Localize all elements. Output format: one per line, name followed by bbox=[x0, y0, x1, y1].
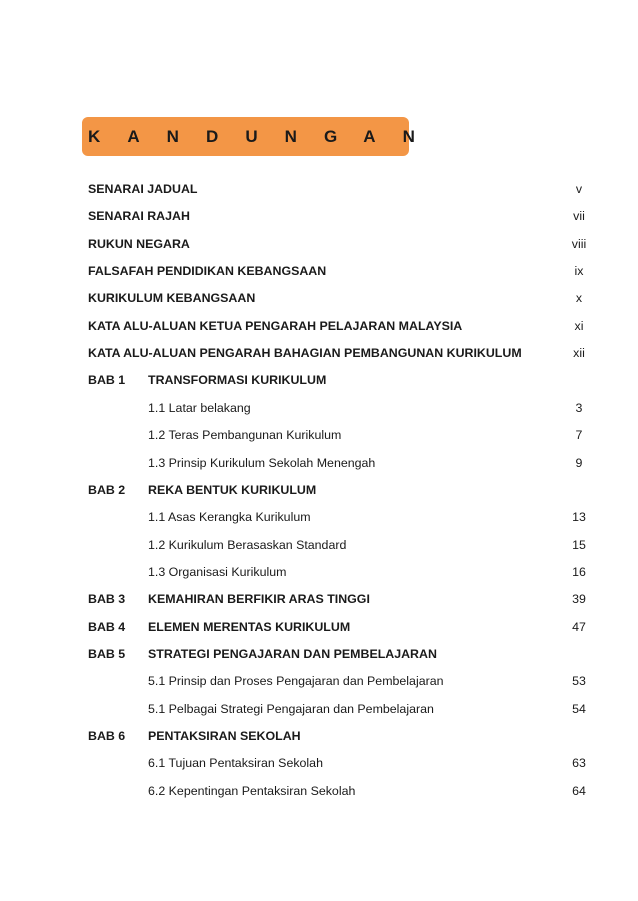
section-title: 1.1 Latar belakang bbox=[148, 400, 251, 415]
title-letter: A bbox=[363, 126, 376, 146]
toc-entry[interactable] bbox=[0, 343, 638, 363]
toc-section[interactable] bbox=[0, 562, 638, 582]
title-letter: K bbox=[88, 126, 101, 146]
toc-chapter[interactable] bbox=[0, 726, 638, 746]
toc-section[interactable] bbox=[0, 781, 638, 801]
section-title: 1.2 Teras Pembangunan Kurikulum bbox=[148, 428, 342, 443]
toc-entry-page: x bbox=[575, 291, 583, 306]
toc-section[interactable] bbox=[0, 425, 638, 445]
title-letter: U bbox=[245, 126, 258, 146]
title-letter: D bbox=[205, 126, 219, 146]
toc-entry[interactable] bbox=[0, 316, 638, 336]
chapter-code: BAB 3 bbox=[88, 592, 126, 607]
section-title: 1.3 Organisasi Kurikulum bbox=[148, 564, 287, 579]
toc-section[interactable] bbox=[0, 507, 638, 527]
toc-chapter[interactable] bbox=[0, 589, 638, 609]
section-page: 54 bbox=[572, 701, 586, 716]
toc-entry[interactable] bbox=[0, 179, 638, 199]
chapter-title: TRANSFORMASI KURIKULUM bbox=[148, 373, 327, 388]
toc-section[interactable] bbox=[0, 398, 638, 418]
toc-entry-page: viii bbox=[571, 236, 587, 251]
section-page: 63 bbox=[572, 756, 586, 771]
toc-entry-title: KATA ALU-ALUAN PENGARAH BAHAGIAN PEMBANGUNAN KURIKULUM bbox=[88, 346, 522, 361]
toc-section[interactable] bbox=[0, 535, 638, 555]
toc-chapter[interactable] bbox=[0, 480, 638, 500]
section-page: 13 bbox=[572, 510, 586, 525]
toc-entry-page: v bbox=[575, 182, 583, 196]
chapter-title: STRATEGI PENGAJARAN DAN PEMBELAJARAN bbox=[148, 646, 437, 661]
toc-entry[interactable] bbox=[0, 234, 638, 254]
section-page: 15 bbox=[572, 537, 586, 552]
title-letter: N bbox=[402, 126, 415, 146]
toc-entry-title: RUKUN NEGARA bbox=[88, 236, 190, 251]
chapter-code: BAB 5 bbox=[88, 646, 126, 661]
toc-section[interactable] bbox=[0, 699, 638, 719]
toc-chapter[interactable] bbox=[0, 370, 638, 390]
section-page: 53 bbox=[572, 674, 586, 689]
toc-entry-title: FALSAFAH PENDIDIKAN KEBANGSAAN bbox=[88, 264, 327, 279]
toc-entry[interactable] bbox=[0, 206, 638, 226]
toc-section[interactable] bbox=[0, 753, 638, 773]
toc-chapter[interactable] bbox=[0, 617, 638, 637]
chapter-page: 47 bbox=[572, 619, 586, 634]
chapter-title: PENTAKSIRAN SEKOLAH bbox=[148, 729, 301, 743]
toc-entry[interactable] bbox=[0, 288, 638, 308]
title-letter: N bbox=[284, 126, 297, 146]
section-title: 5.1 Pelbagai Strategi Pengajaran dan Pembelajaran bbox=[148, 701, 434, 716]
section-title: 5.1 Prinsip dan Proses Pengajaran dan Pembelajaran bbox=[148, 674, 444, 689]
toc-entry-page: xi bbox=[574, 318, 584, 333]
section-title: 6.2 Kepentingan Pentaksiran Sekolah bbox=[148, 783, 356, 798]
section-page: 64 bbox=[572, 783, 586, 798]
title-letter: A bbox=[127, 126, 140, 146]
toc-chapter[interactable] bbox=[0, 644, 638, 664]
section-title: 6.1 Tujuan Pentaksiran Sekolah bbox=[148, 756, 323, 771]
chapter-page: 39 bbox=[572, 592, 586, 607]
chapter-code: BAB 2 bbox=[88, 482, 126, 497]
section-page: 16 bbox=[572, 564, 586, 579]
section-title: 1.3 Prinsip Kurikulum Sekolah Menengah bbox=[148, 455, 376, 470]
toc-entry-page: xii bbox=[573, 346, 585, 361]
section-page: 3 bbox=[575, 400, 583, 415]
toc-entry-page: ix bbox=[574, 264, 584, 279]
title-letter: G bbox=[323, 126, 338, 146]
chapter-code: BAB 1 bbox=[88, 373, 126, 388]
section-title: 1.1 Asas Kerangka Kurikulum bbox=[148, 510, 311, 525]
title-letter: N bbox=[166, 126, 179, 146]
chapter-title: KEMAHIRAN BERFIKIR ARAS TINGGI bbox=[148, 592, 370, 607]
chapter-title: REKA BENTUK KURIKULUM bbox=[148, 482, 317, 497]
toc-entry-title: SENARAI RAJAH bbox=[88, 209, 190, 224]
section-title: 1.2 Kurikulum Berasaskan Standard bbox=[148, 537, 347, 552]
toc-entry-title: SENARAI JADUAL bbox=[88, 182, 198, 196]
toc-section[interactable] bbox=[0, 453, 638, 473]
contents-title bbox=[82, 117, 442, 156]
toc-entry[interactable] bbox=[0, 261, 638, 281]
section-page: 7 bbox=[575, 428, 583, 443]
toc-entry-page: vii bbox=[573, 209, 585, 224]
chapter-code: BAB 6 bbox=[88, 729, 126, 743]
toc-entry-title: KATA ALU-ALUAN KETUA PENGARAH PELAJARAN MALAYSIA bbox=[88, 318, 463, 333]
section-page: 9 bbox=[575, 455, 583, 470]
chapter-title: ELEMEN MERENTAS KURIKULUM bbox=[148, 619, 351, 634]
toc-entry-title: KURIKULUM KEBANGSAAN bbox=[88, 291, 256, 306]
toc-section[interactable] bbox=[0, 671, 638, 691]
chapter-code: BAB 4 bbox=[88, 619, 126, 634]
